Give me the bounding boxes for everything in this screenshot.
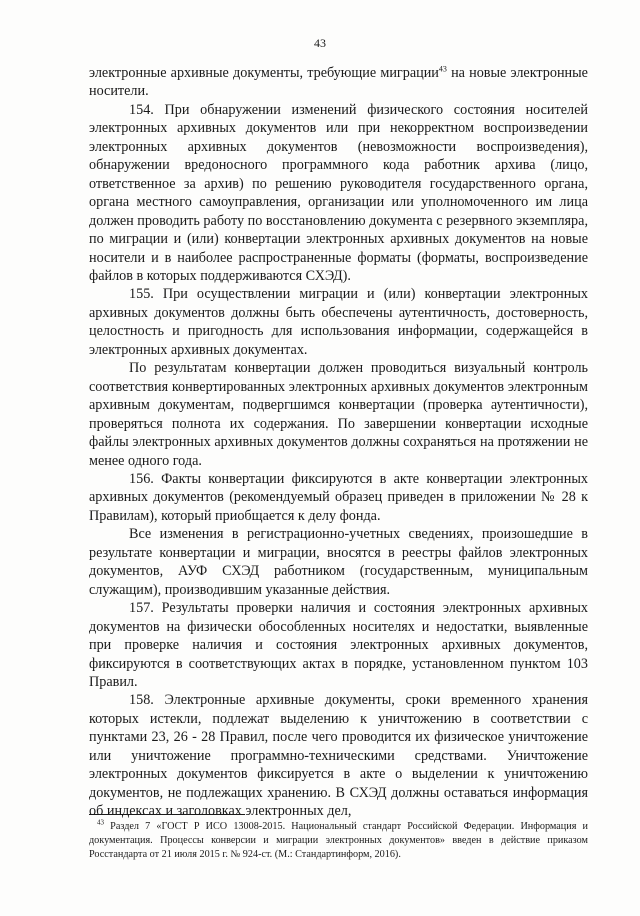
paragraph-156-registry-changes: Все изменения в регистрационно-учетных сведениях, произошедшие в результате конвертации и миграции, вносятся в реестры файлов электронных документов, АУФ СХЭД работником (государственным, муниципальным служащим), производившим указанные действия. [89,526,588,598]
paragraph-continuation [89,64,588,101]
footnote [89,820,588,863]
paragraph-154: 154. При обнаружении изменений физического состояния носителей электронных архивных документов или при некорректном воспроизведении электронных архивных документов (невозможности воспроизведения), обнаружении вредоносного программного кода работник архива (лицо, ответственное за архив) по решению руководителя государственного органа, органа местного самоуправления, организации или уполномоченного им лица должен проводить работу по восстановлению документа с резервного экземпляра, по миграции и (или) конвертации электронных архивных документов на новые носители и в наиболее распространенные форматы (форматы, воспроизведение файлов в которых поддерживаются СХЭД). [89,101,588,284]
paragraph-158: 158. Электронные архивные документы, сроки временного хранения которых истекли, подлежат выделению к уничтожению в соответствии с пунктами 23, 26 - 28 Правил, после чего проводится их физическое уничтожение или уничтожение программно-техническими средствами. Уничтожение электронных документов фиксируется в акте о выделении к уничтожению документов, не подлежащих хранению. В СХЭД должны оставаться информация об индексах и заголовках электронных дел, [89,692,588,820]
paragraph-157: 157. Результаты проверки наличия и состояния электронных архивных документов на физически обособленных носителях и недостатки, выявленные при проверке наличия и состояния электронных архивных документов, фиксируются в соответствующих актах в порядке, установленном пунктом 103 Правил. [89,600,588,690]
paragraph-text: электронные архивные документы, требующие миграции [89,65,439,81]
paragraph-155-conversion-control: По результатам конвертации должен проводиться визуальный контроль соответствия конвертированных электронных архивных документов электронным архивным документам, подвергшимся конвертации (проверка аутентичности), проверяться полнота их содержания. По завершении конвертации исходные файлы электронных архивных документов должны сохраняться на протяжении не менее одного года. [89,360,588,469]
body-text [89,64,588,821]
footnote-divider [89,814,245,815]
paragraph-156: 156. Факты конвертации фиксируются в акте конвертации электронных архивных документов (рекомендуемый образец приведен в приложении № 28 к Правилам), который приобщается к делу фонда. [89,470,588,524]
footnote-text: Раздел 7 «ГОСТ Р ИСО 13008-2015. Национальный стандарт Российской Федерации. Информация и документация. Процессы конверсии и миграции электронных документов» введен в действие приказом Росстандарта от 21 июля 2015 г. № 924-ст. (М.: Стандартинформ, 2016). [89,821,588,861]
footnote-reference[interactable]: 43 [438,64,447,74]
paragraph-155: 155. При осуществлении миграции и (или) конвертации электронных архивных документов должны быть обеспечены аутентичность, достоверность, целостность и пригодность для использования информации, содержащейся в электронных архивных документах. [89,286,588,358]
footnote-marker: 43 [97,818,104,827]
paragraph-tail: на новые электронные носители. [89,65,588,100]
page-number: 43 [314,36,326,50]
